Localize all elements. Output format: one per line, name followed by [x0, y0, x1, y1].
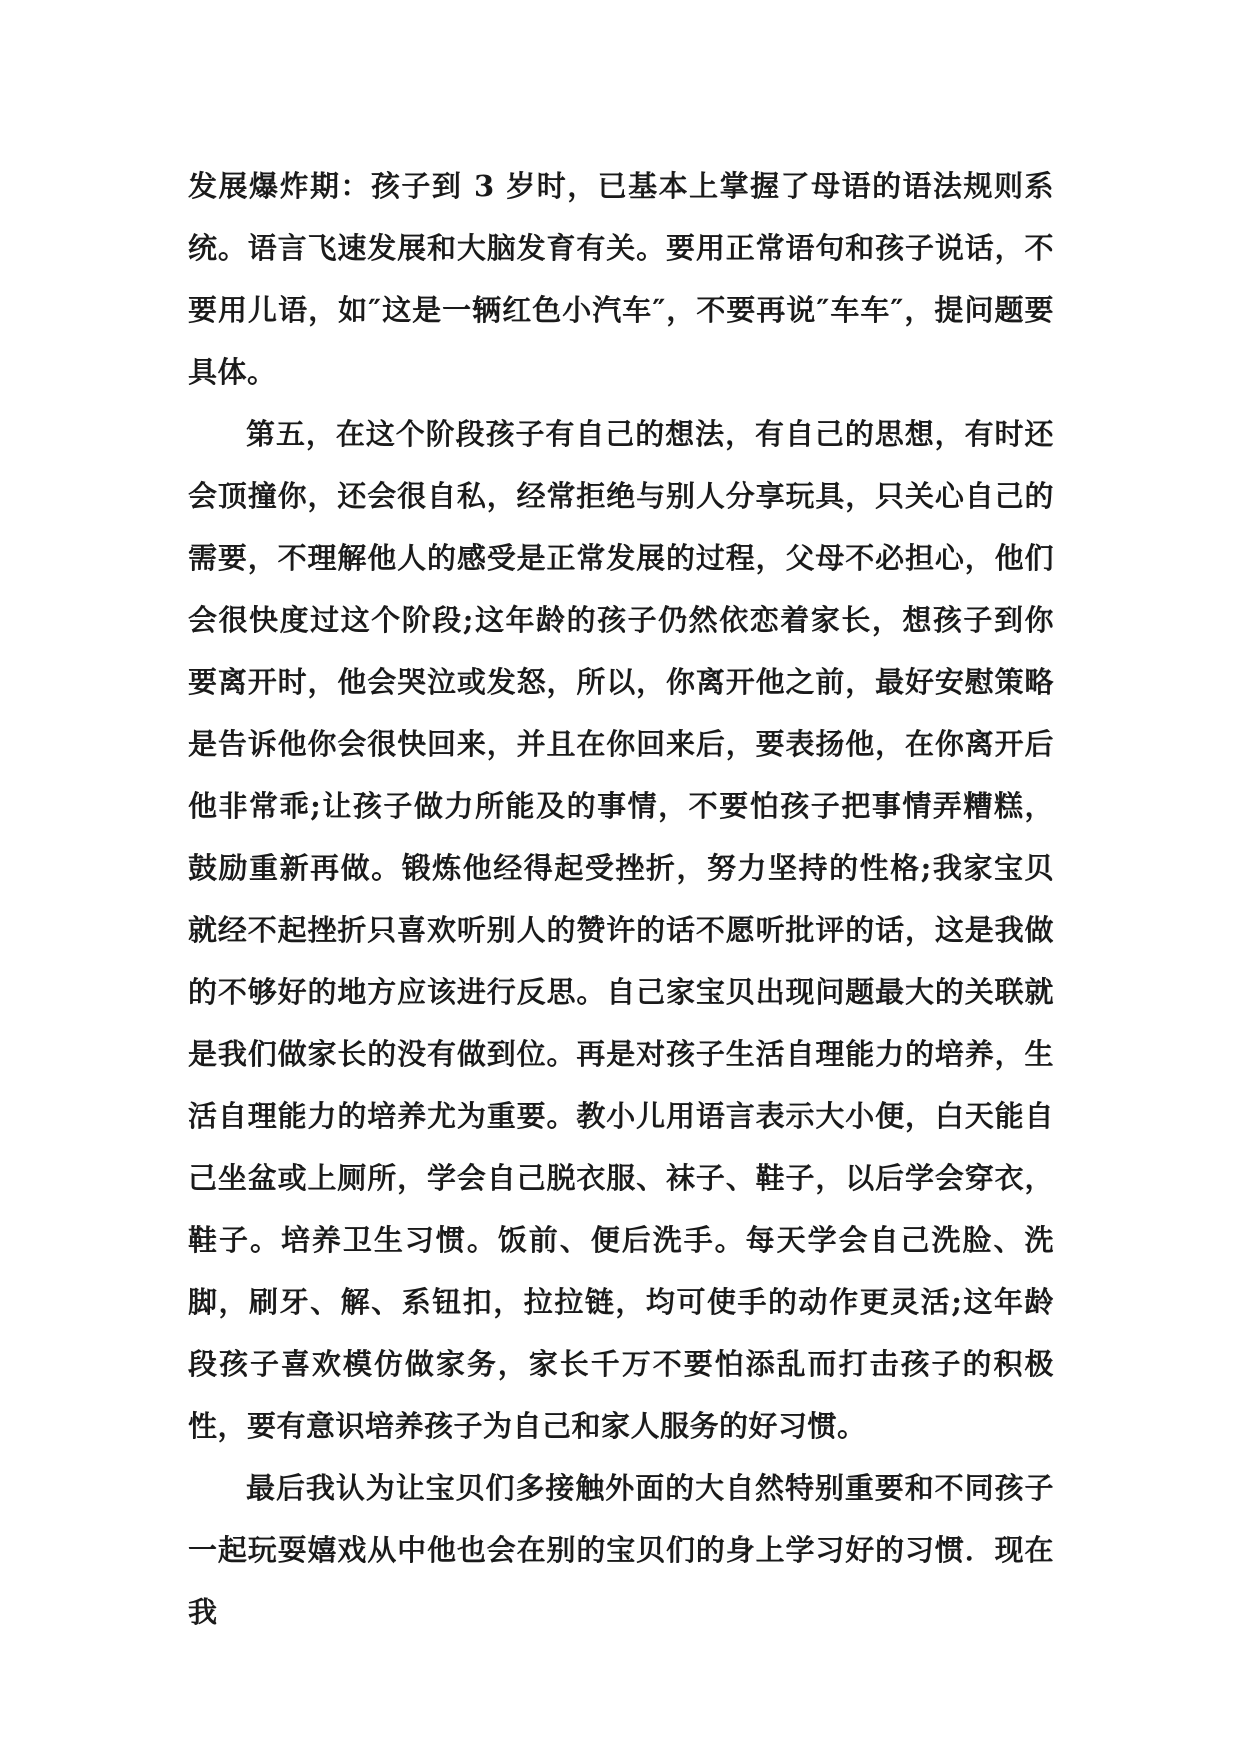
paragraph-language-development: 发展爆炸期：孩子到 3 岁时，已基本上掌握了母语的语法规则系统。语言飞速发展和大脑发育有关。要用正常语句和孩子说话，不要用儿语，如″这是一辆红色小汽车″，不要再说″车车″，提问题要具体。 [188, 169, 1054, 389]
document-body [188, 155, 1054, 1643]
paragraph-conclusion: 最后我认为让宝贝们多接触外面的大自然特别重要和不同孩子一起玩耍嬉戏从中他也会在别的宝贝们的身上学习好的习惯．现在我 [188, 1471, 1054, 1629]
paragraph-fifth-point: 第五，在这个阶段孩子有自己的想法，有自己的思想，有时还会顶撞你，还会很自私，经常拒绝与别人分享玩具，只关心自己的需要，不理解他人的感受是正常发展的过程，父母不必担心，他们会很快度过这个阶段;这年龄的孩子仍然依恋着家长，想孩子到你要离开时，他会哭泣或发怒，所以，你离开他之前，最好安慰策略是告诉他你会很快回来，并且在你回来后，要表扬他，在你离开后他非常乖;让孩子做力所能及的事情，不要怕孩子把事情弄糟糕，鼓励重新再做。锻炼他经得起受挫折，努力坚持的性格;我家宝贝就经不起挫折只喜欢听别人的赞许的话不愿听批评的话，这是我做的不够好的地方应该进行反思。自己家宝贝出现问题最大的关联就是我们做家长的没有做到位。再是对孩子生活自理能力的培养，生活自理能力的培养尤为重要。教小儿用语言表示大小便，白天能自己坐盆或上厕所，学会自己脱衣服、袜子、鞋子，以后学会穿衣，鞋子。培养卫生习惯。饭前、便后洗手。每天学会自己洗脸、洗脚，刷牙、解、系钮扣，拉拉链，均可使手的动作更灵活;这年龄段孩子喜欢模仿做家务，家长千万不要怕添乱而打击孩子的积极性，要有意识培养孩子为自己和家人服务的好习惯。 [188, 417, 1054, 1443]
